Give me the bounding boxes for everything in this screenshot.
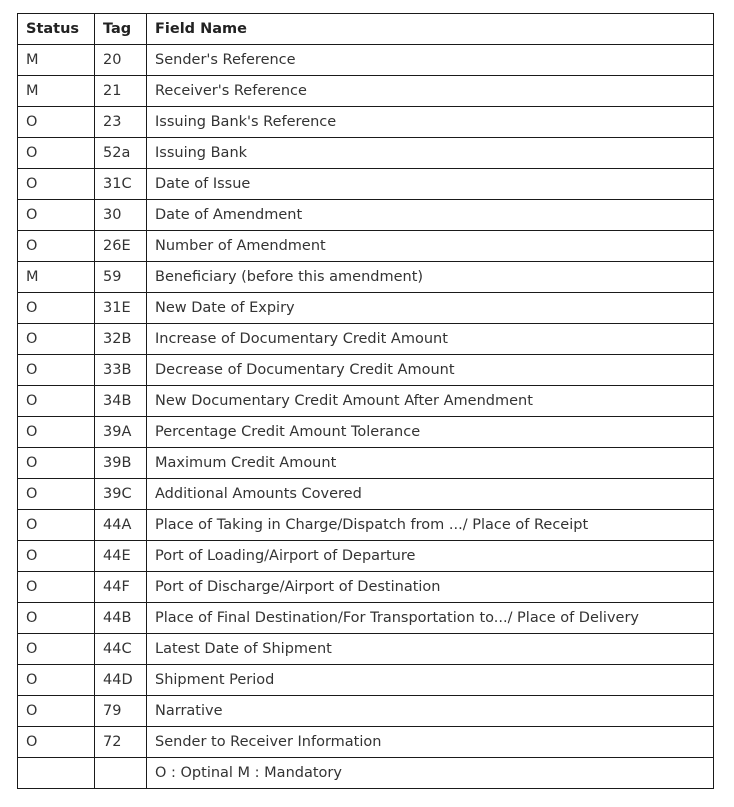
table-row <box>18 231 714 262</box>
tag-cell: 26E <box>95 231 147 262</box>
field-name-cell: Beneficiary (before this amendment) <box>147 262 714 293</box>
status-cell: O <box>18 448 95 479</box>
status-cell: O <box>18 138 95 169</box>
field-name-cell: Port of Loading/Airport of Departure <box>147 541 714 572</box>
table-row <box>18 262 714 293</box>
status-cell: O <box>18 386 95 417</box>
table-row <box>18 324 714 355</box>
tag-cell: 34B <box>95 386 147 417</box>
status-cell: O <box>18 293 95 324</box>
tag-cell: 44E <box>95 541 147 572</box>
field-name-cell: Shipment Period <box>147 665 714 696</box>
field-name-cell: Maximum Credit Amount <box>147 448 714 479</box>
field-name-cell: New Date of Expiry <box>147 293 714 324</box>
field-name-cell: O : Optinal M : Mandatory <box>147 758 714 789</box>
status-cell: O <box>18 603 95 634</box>
field-name-cell: Decrease of Documentary Credit Amount <box>147 355 714 386</box>
field-name-cell: Increase of Documentary Credit Amount <box>147 324 714 355</box>
table-row <box>18 758 714 789</box>
field-name-cell: Date of Issue <box>147 169 714 200</box>
tag-cell: 52a <box>95 138 147 169</box>
header-row <box>18 14 714 45</box>
tag-cell: 33B <box>95 355 147 386</box>
field-name-header: Field Name <box>147 14 714 45</box>
table-row <box>18 572 714 603</box>
tag-cell: 79 <box>95 696 147 727</box>
field-name-cell: Place of Final Destination/For Transportation to.../ Place of Delivery <box>147 603 714 634</box>
field-name-cell: Date of Amendment <box>147 200 714 231</box>
status-cell: O <box>18 417 95 448</box>
field-name-cell: Place of Taking in Charge/Dispatch from .../ Place of Receipt <box>147 510 714 541</box>
status-cell: O <box>18 200 95 231</box>
tag-cell <box>95 758 147 789</box>
status-cell: O <box>18 107 95 138</box>
field-name-cell: Number of Amendment <box>147 231 714 262</box>
field-name-cell: Port of Discharge/Airport of Destination <box>147 572 714 603</box>
status-cell: M <box>18 262 95 293</box>
table-row <box>18 665 714 696</box>
fields-table <box>17 13 714 789</box>
status-cell: O <box>18 231 95 262</box>
table-row <box>18 200 714 231</box>
tag-cell: 39C <box>95 479 147 510</box>
tag-cell: 44A <box>95 510 147 541</box>
table-row <box>18 138 714 169</box>
tag-cell: 44F <box>95 572 147 603</box>
tag-cell: 39A <box>95 417 147 448</box>
tag-cell: 23 <box>95 107 147 138</box>
table-row <box>18 45 714 76</box>
status-cell: O <box>18 541 95 572</box>
tag-cell: 44B <box>95 603 147 634</box>
tag-cell: 30 <box>95 200 147 231</box>
status-cell: M <box>18 45 95 76</box>
status-cell <box>18 758 95 789</box>
status-header: Status <box>18 14 95 45</box>
status-cell: O <box>18 727 95 758</box>
tag-cell: 32B <box>95 324 147 355</box>
status-cell: O <box>18 572 95 603</box>
table-row <box>18 479 714 510</box>
table-row <box>18 293 714 324</box>
status-cell: O <box>18 479 95 510</box>
field-name-cell: Narrative <box>147 696 714 727</box>
status-cell: O <box>18 510 95 541</box>
table-row <box>18 696 714 727</box>
table-row <box>18 417 714 448</box>
table-row <box>18 634 714 665</box>
field-name-cell: Sender to Receiver Information <box>147 727 714 758</box>
status-cell: O <box>18 324 95 355</box>
table-row <box>18 107 714 138</box>
table-row <box>18 541 714 572</box>
tag-cell: 59 <box>95 262 147 293</box>
table-row <box>18 355 714 386</box>
table-row <box>18 169 714 200</box>
tag-cell: 20 <box>95 45 147 76</box>
status-cell: O <box>18 665 95 696</box>
table-row <box>18 386 714 417</box>
tag-cell: 44C <box>95 634 147 665</box>
status-cell: M <box>18 76 95 107</box>
field-name-cell: Receiver's Reference <box>147 76 714 107</box>
status-cell: O <box>18 696 95 727</box>
field-name-cell: Issuing Bank <box>147 138 714 169</box>
tag-cell: 31C <box>95 169 147 200</box>
status-cell: O <box>18 169 95 200</box>
field-name-cell: Sender's Reference <box>147 45 714 76</box>
tag-header: Tag <box>95 14 147 45</box>
field-name-cell: Issuing Bank's Reference <box>147 107 714 138</box>
field-name-cell: Latest Date of Shipment <box>147 634 714 665</box>
status-cell: O <box>18 355 95 386</box>
table-row <box>18 448 714 479</box>
table-row <box>18 603 714 634</box>
tag-cell: 31E <box>95 293 147 324</box>
status-cell: O <box>18 634 95 665</box>
field-name-cell: Additional Amounts Covered <box>147 479 714 510</box>
table-row <box>18 510 714 541</box>
field-name-cell: Percentage Credit Amount Tolerance <box>147 417 714 448</box>
tag-cell: 21 <box>95 76 147 107</box>
tag-cell: 72 <box>95 727 147 758</box>
tag-cell: 44D <box>95 665 147 696</box>
table-row <box>18 727 714 758</box>
tag-cell: 39B <box>95 448 147 479</box>
field-name-cell: New Documentary Credit Amount After Amendment <box>147 386 714 417</box>
table-row <box>18 76 714 107</box>
